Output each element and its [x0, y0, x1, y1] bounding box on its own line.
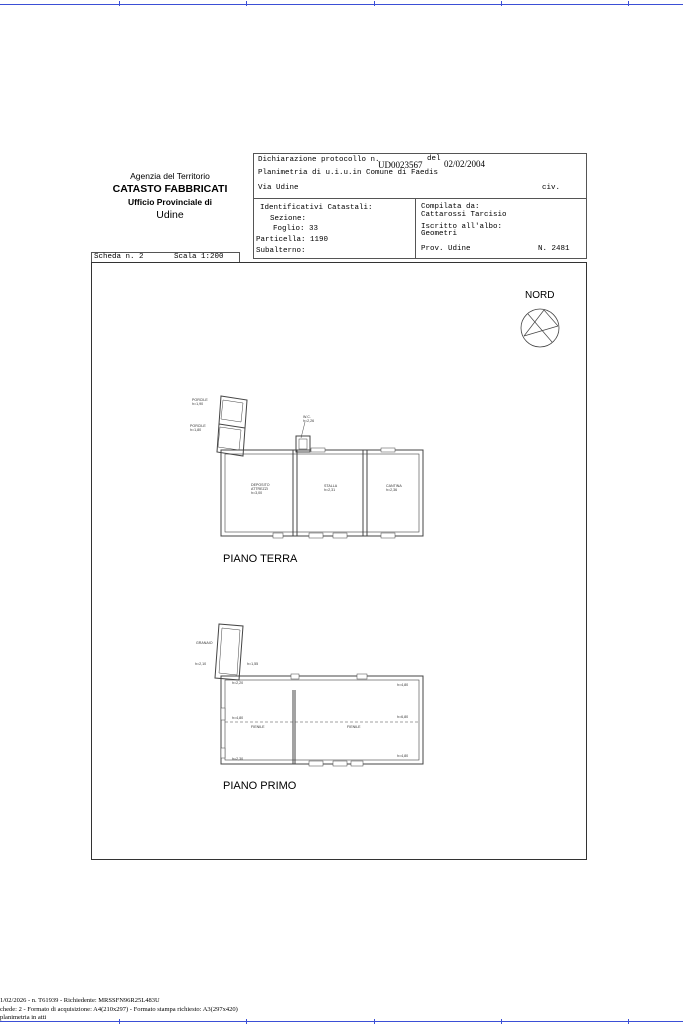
height-label: h=4,80	[397, 754, 409, 758]
fienile-label-2: FIENILE	[347, 725, 361, 729]
office-label: Ufficio Provinciale di	[127, 197, 213, 207]
catasto-title: CATASTO FABBRICATI	[112, 183, 228, 195]
particella-value: Particella: 1190	[256, 236, 329, 244]
porcile-label-1: PORCILE h=1,90	[192, 398, 208, 407]
planimetria-label: Planimetria di u.i.u.in Comune di Faedis	[258, 169, 439, 177]
agency-block	[100, 170, 240, 222]
sezione-label: Sezione:	[270, 215, 307, 223]
top-tick	[501, 1, 502, 6]
del-label: del	[427, 155, 441, 163]
bottom-tick	[501, 1019, 502, 1024]
bottom-tick	[628, 1019, 629, 1024]
office-city: Udine	[156, 209, 184, 221]
height-label: h=4,80	[232, 716, 244, 720]
identificativi-label: Identificativi Catastali:	[260, 204, 373, 212]
footer-line-1: 1/02/2026 - n. T61939 - Richiedente: MRSSFN96R25L483U	[0, 997, 160, 1004]
footer-line-3: planimetria in atti	[0, 1014, 47, 1021]
height-label: h=2,20	[232, 681, 244, 685]
porcile-label-2: PORCILE h=1,80	[190, 424, 206, 433]
declaration-date: 02/02/2004	[444, 159, 486, 169]
piano-primo-plan	[185, 620, 430, 770]
height-label: h=1,55	[247, 662, 259, 666]
height-label: h=4,80	[397, 683, 409, 687]
registration-number: N. 2481	[538, 245, 570, 253]
drawing-frame	[91, 262, 587, 860]
address: Via Udine	[258, 184, 299, 192]
bottom-tick	[246, 1019, 247, 1024]
top-tick	[119, 1, 120, 6]
scale: Scala 1:200	[174, 253, 224, 261]
footer-line-2: chede: 2 - Formato di acquisizione: A4(210x297) - Formato stampa richiesto: A3(297x420)	[0, 1005, 238, 1013]
granaio-label: GRANAIO	[196, 641, 213, 645]
top-border-rule	[0, 4, 683, 5]
civ-label: civ.	[542, 184, 561, 192]
top-tick	[628, 1, 629, 6]
height-label: h=6,80	[397, 715, 409, 719]
cantina-label: CANTINA h=2,36	[386, 484, 402, 493]
top-tick	[374, 1, 375, 6]
subalterno-label: Subalterno:	[256, 247, 306, 255]
dichiarazione-label: Dichiarazione protocollo n.	[258, 156, 380, 164]
wc-label: W.C. h=2,26	[303, 415, 315, 424]
height-label: h=2,10	[195, 662, 207, 666]
piano-primo-title: PIANO PRIMO	[223, 780, 297, 792]
footer	[0, 997, 238, 1023]
albo-value: Geometri	[421, 230, 458, 238]
divider	[415, 198, 416, 259]
scheda-number: Scheda n. 2	[94, 253, 144, 261]
north-label: NORD	[525, 290, 555, 301]
fienile-label-1: FIENILE	[251, 725, 265, 729]
bottom-tick	[374, 1019, 375, 1024]
iscritto-label: Iscritto all'albo:	[421, 223, 503, 231]
province: Prov. Udine	[421, 245, 471, 253]
deposito-label: DEPOSITO ATTREZZI h=3,00	[251, 483, 270, 496]
foglio-value: Foglio: 33	[273, 225, 319, 233]
piano-terra-title: PIANO TERRA	[223, 553, 298, 565]
height-label: h=2,30	[232, 757, 244, 761]
north-arrow-icon	[518, 306, 562, 350]
protocol-number: UD0023567	[378, 160, 423, 170]
stalla-label: STALLA h=2,31	[324, 484, 338, 493]
top-tick	[246, 1, 247, 6]
agency-name: Agenzia del Territorio	[130, 171, 210, 181]
compilata-label: Compilata da:	[421, 203, 480, 211]
compiler-name: Cattarossi Tarcisio	[421, 211, 507, 219]
